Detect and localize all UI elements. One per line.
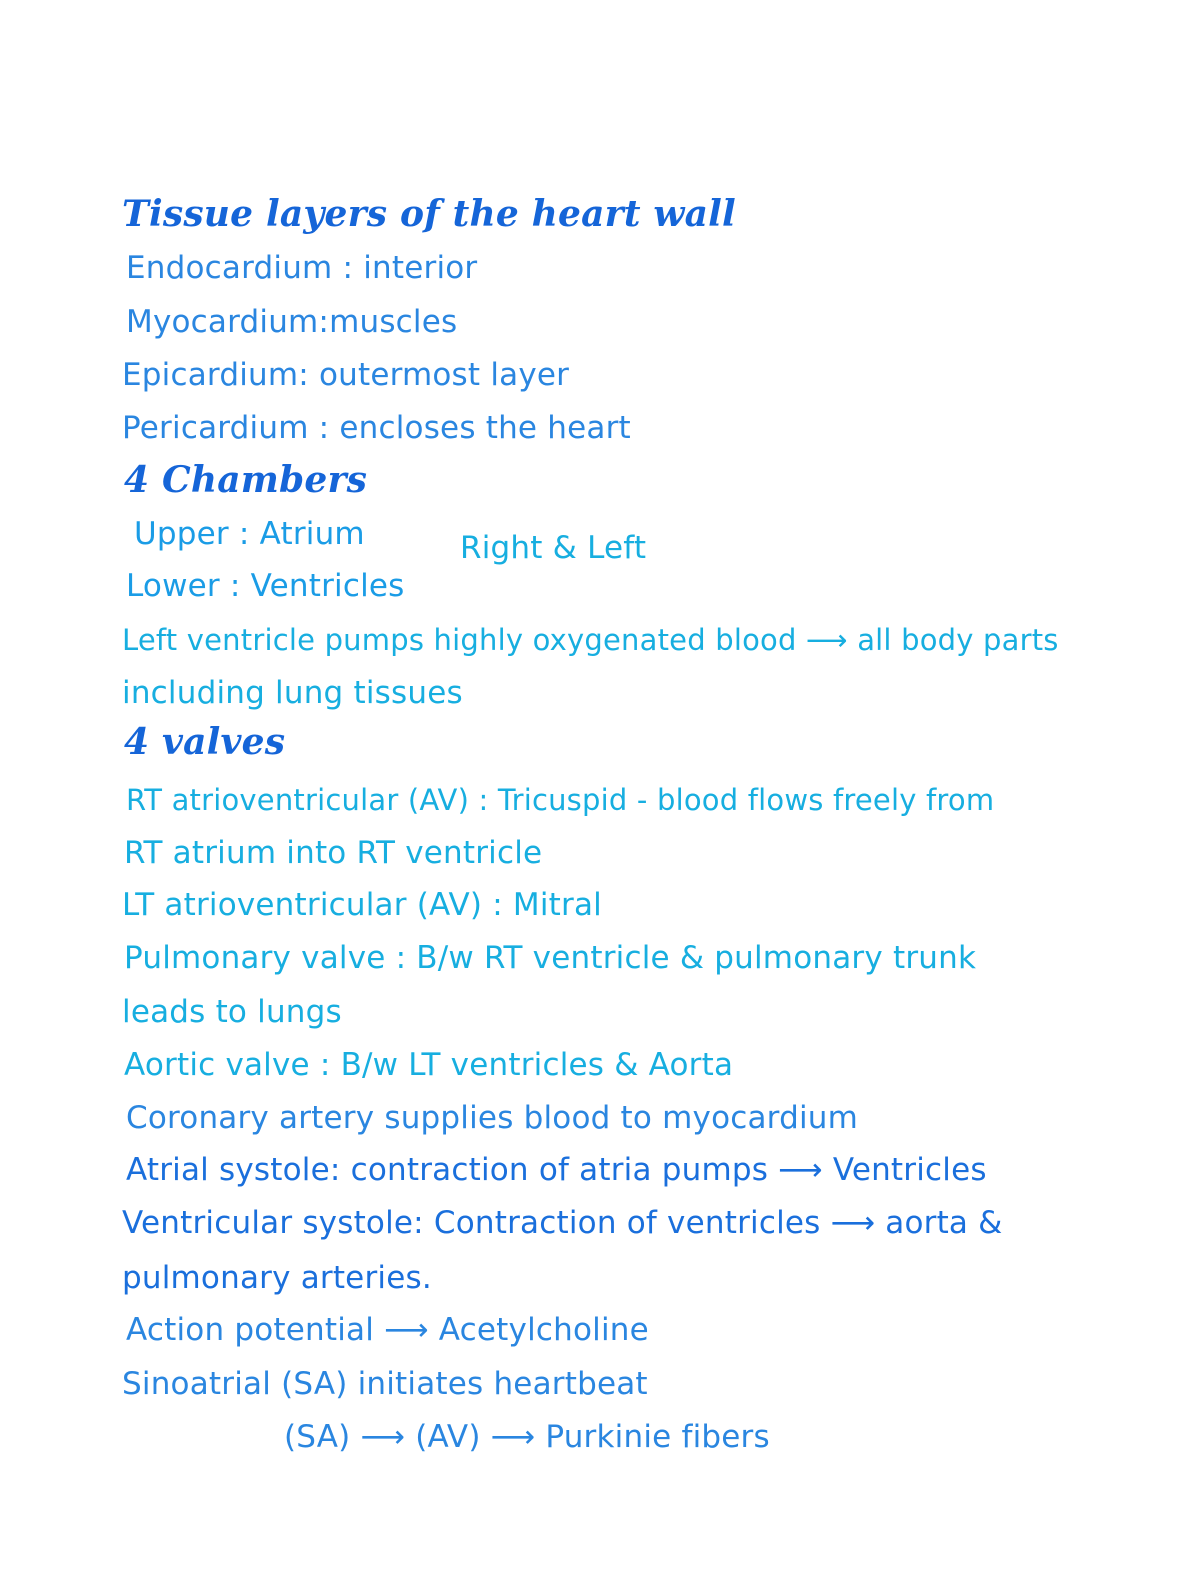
note-line-ventricular: Ventricular systole: Contraction of ventricles ⟶ aorta &	[122, 1205, 1003, 1241]
note-line-lt-av: LT atrioventricular (AV) : Mitral	[122, 887, 602, 923]
note-line-leads: leads to lungs	[122, 994, 342, 1030]
note-line-sinoatrial: Sinoatrial (SA) initiates heartbeat	[122, 1366, 648, 1402]
note-line-rt-atrium: RT atrium into RT ventricle	[124, 835, 543, 871]
note-line-aortic: Aortic valve : B/w LT ventricles & Aorta	[124, 1047, 734, 1083]
note-line-pulmonary: Pulmonary valve : B/w RT ventricle & pulmonary trunk	[124, 940, 977, 976]
section-heading-chambers: 4 Chambers	[124, 459, 368, 501]
note-line-epicardium: Epicardium: outermost layer	[122, 357, 570, 393]
note-line-coronary: Coronary artery supplies blood to myocardium	[126, 1100, 859, 1136]
note-line-lower: Lower : Ventricles	[126, 568, 405, 604]
note-line-action-potential: Action potential ⟶ Acetylcholine	[126, 1312, 649, 1348]
section-heading-valves: 4 valves	[124, 721, 286, 763]
note-line-upper: Upper : Atrium	[134, 516, 365, 552]
note-line-atrial: Atrial systole: contraction of atria pumps ⟶ Ventricles	[126, 1152, 987, 1188]
note-line-right-left: Right & Left	[460, 530, 647, 566]
note-line-rt-av: RT atrioventricular (AV) : Tricuspid - blood flows freely from	[126, 783, 995, 817]
note-line-including: including lung tissues	[122, 675, 463, 711]
note-line-endocardium: Endocardium : interior	[126, 250, 478, 286]
note-line-conduction-pathway: (SA) ⟶ (AV) ⟶ Purkinie fibers	[284, 1419, 770, 1455]
page-title: Tissue layers of the heart wall	[122, 193, 736, 235]
note-line-myocardium: Myocardium:muscles	[126, 304, 458, 340]
note-line-pulmonary-arteries: pulmonary arteries.	[122, 1260, 432, 1296]
note-line-pericardium: Pericardium : encloses the heart	[122, 410, 631, 446]
note-line-left-ventricle: Left ventricle pumps highly oxygenated blood ⟶ all body parts	[122, 623, 1059, 657]
